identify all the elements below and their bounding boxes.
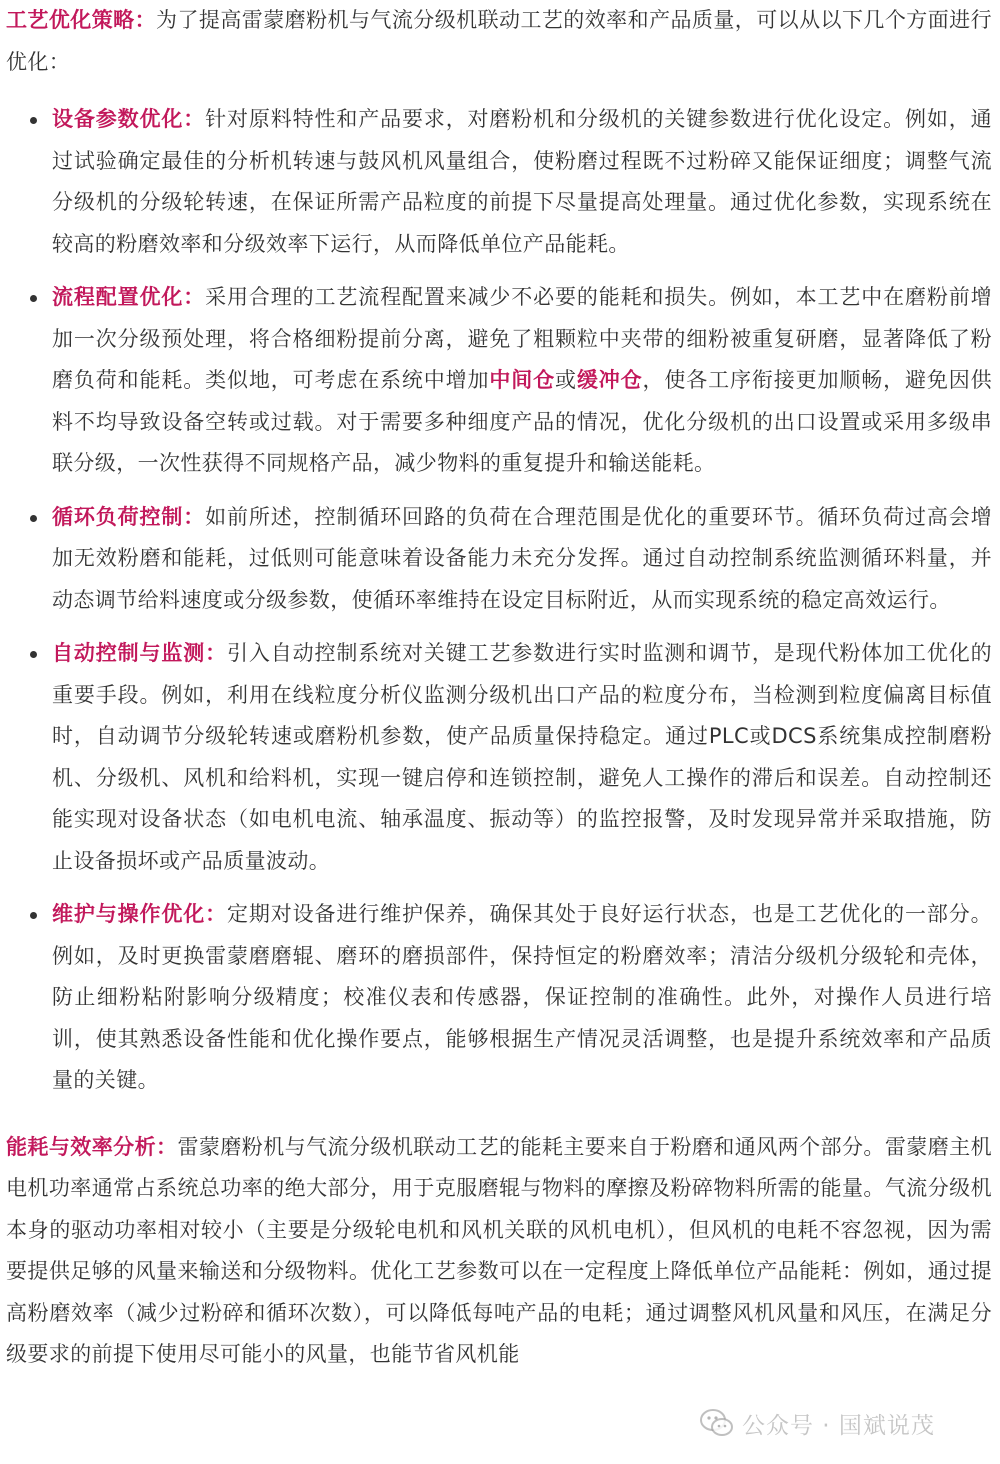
item-keyword: 流程配置优化： bbox=[52, 285, 206, 309]
item-keyword: 设备参数优化： bbox=[52, 107, 206, 131]
bullet-icon bbox=[30, 295, 37, 302]
item-text: ，使各工序衔接更加顺畅，避免因供料不均导致设备空转或过载。对于需要多种细度产品的情况，优化分级机的出口设置或采用多级串联分级，一次性获得不同规格产品，减少物料的重复提升和输送能耗。 bbox=[52, 368, 993, 475]
intro-text: 为了提高雷蒙磨粉机与气流分级机联动工艺的效率和产品质量，可以从以下几个方面进行优化： bbox=[6, 8, 992, 74]
highlight-term: 缓冲仓 bbox=[576, 368, 643, 392]
list-item bbox=[6, 633, 992, 882]
intro-paragraph bbox=[6, 0, 992, 83]
list-item bbox=[6, 894, 992, 1102]
strategy-list bbox=[6, 99, 992, 1102]
item-text: 定期对设备进行维护保养，确保其处于良好运行状态，也是工艺优化的一部分。例如，及时更换雷蒙磨磨辊、磨环的磨损部件，保持恒定的粉磨效率；清洁分级机分级轮和壳体，防止细粉粘附影响分级精度；校准仪表和传感器，保证控制的准确性。此外，对操作人员进行培训，使其熟悉设备性能和优化操作要点，能够根据生产情况灵活调整，也是提升系统效率和产品质量的关键。 bbox=[52, 902, 993, 1092]
analysis-keyword: 能耗与效率分析： bbox=[6, 1134, 178, 1159]
item-keyword: 维护与操作优化： bbox=[52, 902, 227, 926]
bullet-icon bbox=[30, 651, 37, 658]
item-text: 引入自动控制系统对关键工艺参数进行实时监测和调节，是现代粉体加工优化的重要手段。例如，利用在线粒度分析仪监测分级机出口产品的粒度分布，当检测到粒度偏离目标值时，自动调节分级轮转速或磨粉机参数，使产品质量保持稳定。通过PLC或DCS系统集成控制磨粉机、分级机、风机和给料机，实现一键启停和连锁控制，避免人工操作的滞后和误差。自动控制还能实现对设备状态（如电机电流、轴承温度、振动等）的监控报警，及时发现异常并采取措施，防止设备损坏或产品质量波动。 bbox=[52, 641, 993, 873]
bullet-icon bbox=[30, 117, 37, 124]
item-text: 如前所述，控制循环回路的负荷在合理范围是优化的重要环节。循环负荷过高会增加无效粉磨和能耗，过低则可能意味着设备能力未充分发挥。通过自动控制系统监测循环料量，并动态调节给料速度或分级参数，使循环率维持在设定目标附近，从而实现系统的稳定高效运行。 bbox=[52, 504, 992, 612]
item-keyword: 自动控制与监测： bbox=[52, 641, 227, 665]
intro-keyword: 工艺优化策略： bbox=[6, 8, 157, 32]
item-text: 或 bbox=[555, 368, 577, 392]
bullet-icon bbox=[30, 912, 37, 919]
item-text: 针对原料特性和产品要求，对磨粉机和分级机的关键参数进行优化设定。例如，通过试验确定最佳的分析机转速与鼓风机风量组合，使粉磨过程既不过粉碎又能保证细度；调整气流分级机的分级轮转速，在保证所需产品粒度的前提下尽量提高处理量。通过优化参数，实现系统在较高的粉磨效率和分级效率下运行，从而降低单位产品能耗。 bbox=[52, 107, 992, 256]
list-item bbox=[6, 99, 992, 265]
analysis-text: 雷蒙磨粉机与气流分级机联动工艺的能耗主要来自于粉磨和通风两个部分。雷蒙磨主机电机功率通常占系统总功率的绝大部分，用于克服磨辊与物料的摩擦及粉碎物料所需的能量。气流分级机本身的驱动功率相对较小（主要是分级轮电机和风机关联的风机电机），但风机的电耗不容忽视，因为需要提供足够的风量来输送和分级物料。优化工艺参数可以在一定程度上降低单位产品能耗：例如，通过提高粉磨效率（减少过粉碎和循环次数），可以降低每吨产品的电耗；通过调整风机风量和风压，在满足分级要求的前提下使用尽可能小的风量，也能节省风机能 bbox=[6, 1134, 992, 1366]
highlight-term: 中间仓 bbox=[489, 368, 556, 392]
analysis-paragraph bbox=[6, 1127, 992, 1376]
list-item bbox=[6, 497, 992, 622]
bullet-icon bbox=[30, 515, 37, 522]
list-item bbox=[6, 277, 992, 485]
item-text: 采用合理的工艺流程配置来减少不必要的能耗和损失。例如，本工艺中在磨粉前增加一次分级预处理，将合格细粉提前分离，避免了粗颗粒中夹带的细粉被重复研磨，显著降低了粉磨负荷和能耗。类似地，可考虑在系统中增加 bbox=[52, 285, 992, 392]
watermark-text: 公众号 · 国斌说茂 bbox=[742, 1412, 935, 1439]
item-keyword: 循环负荷控制： bbox=[52, 504, 206, 529]
